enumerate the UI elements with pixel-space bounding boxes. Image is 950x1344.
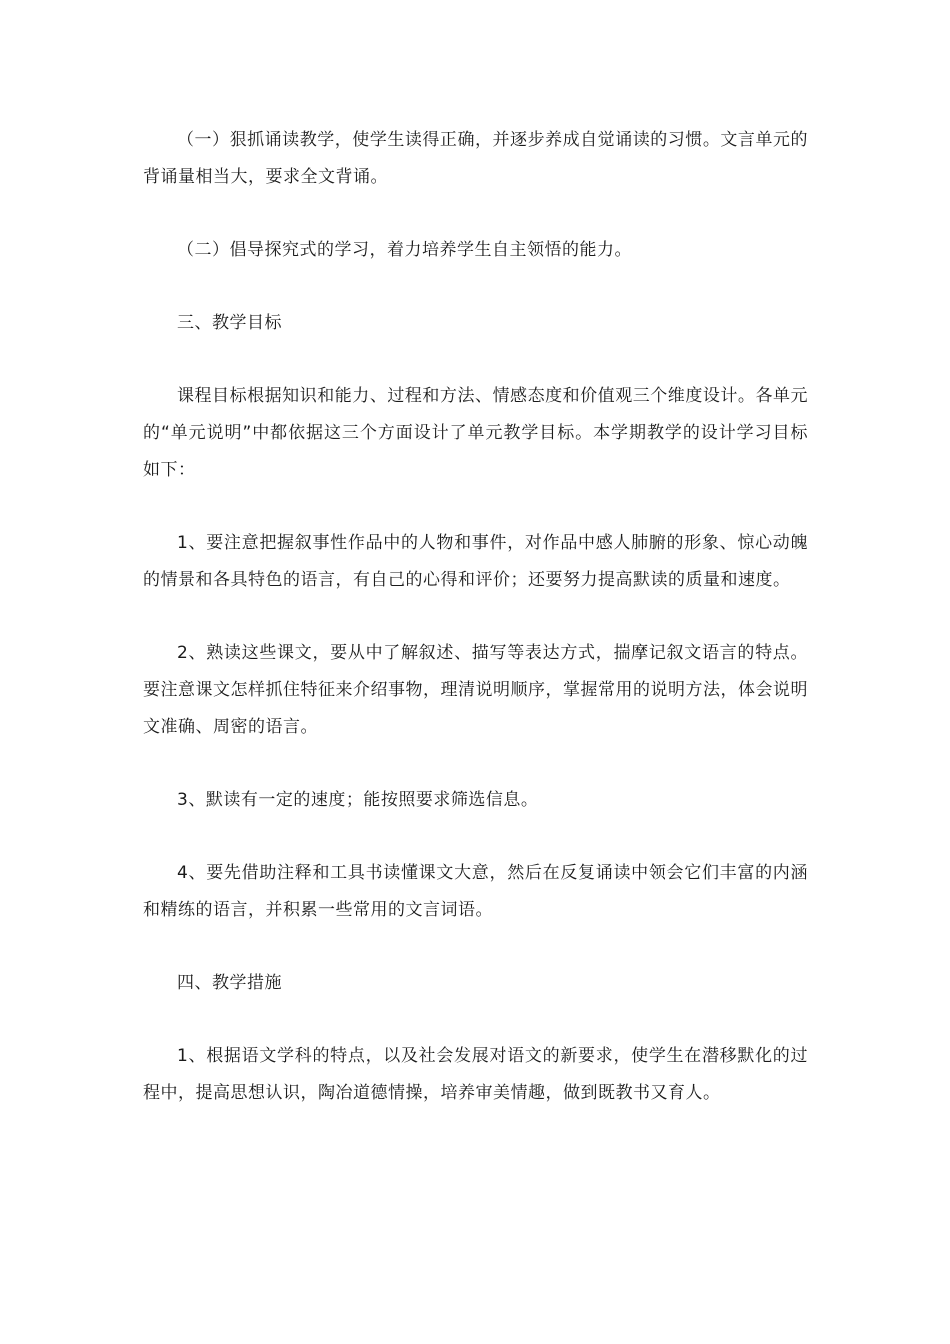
paragraph-goal-4: 4、要先借助注释和工具书读懂课文大意，然后在反复诵读中领会它们丰富的内涵和精练的语言，并积累一些常用的文言词语。 <box>143 863 808 920</box>
paragraph-goal-3: 3、默读有一定的速度；能按照要求筛选信息。 <box>177 790 539 810</box>
paragraph-course-goals: 课程目标根据知识和能力、过程和方法、情感态度和价值观三个维度设计。各单元的“单元说明”中都依据这三个方面设计了单元教学目标。本学期教学的设计学习目标如下： <box>143 386 808 480</box>
paragraph-goal-2: 2、熟读这些课文，要从中了解叙述、描写等表达方式，揣摩记叙文语言的特点。要注意课文怎样抓住特征来介绍事物，理清说明顺序，掌握常用的说明方法，体会说明文准确、周密的语言。 <box>143 643 808 737</box>
paragraph-measure-1: 1、根据语文学科的特点，以及社会发展对语文的新要求，使学生在潜移默化的过程中，提高思想认识，陶冶道德情操，培养审美情趣，做到既教书又育人。 <box>143 1046 808 1103</box>
heading-teaching-measures: 四、教学措施 <box>177 973 282 993</box>
paragraph-recitation: （一）狠抓诵读教学，使学生读得正确，并逐步养成自觉诵读的习惯。文言单元的背诵量相当大，要求全文背诵。 <box>143 130 808 187</box>
paragraph-goal-1: 1、要注意把握叙事性作品中的人物和事件，对作品中感人肺腑的形象、惊心动魄的情景和各具特色的语言，有自己的心得和评价；还要努力提高默读的质量和速度。 <box>143 533 808 590</box>
document-body <box>143 122 808 1148</box>
paragraph-inquiry: （二）倡导探究式的学习，着力培养学生自主领悟的能力。 <box>177 240 632 260</box>
heading-teaching-goals: 三、教学目标 <box>177 313 282 333</box>
